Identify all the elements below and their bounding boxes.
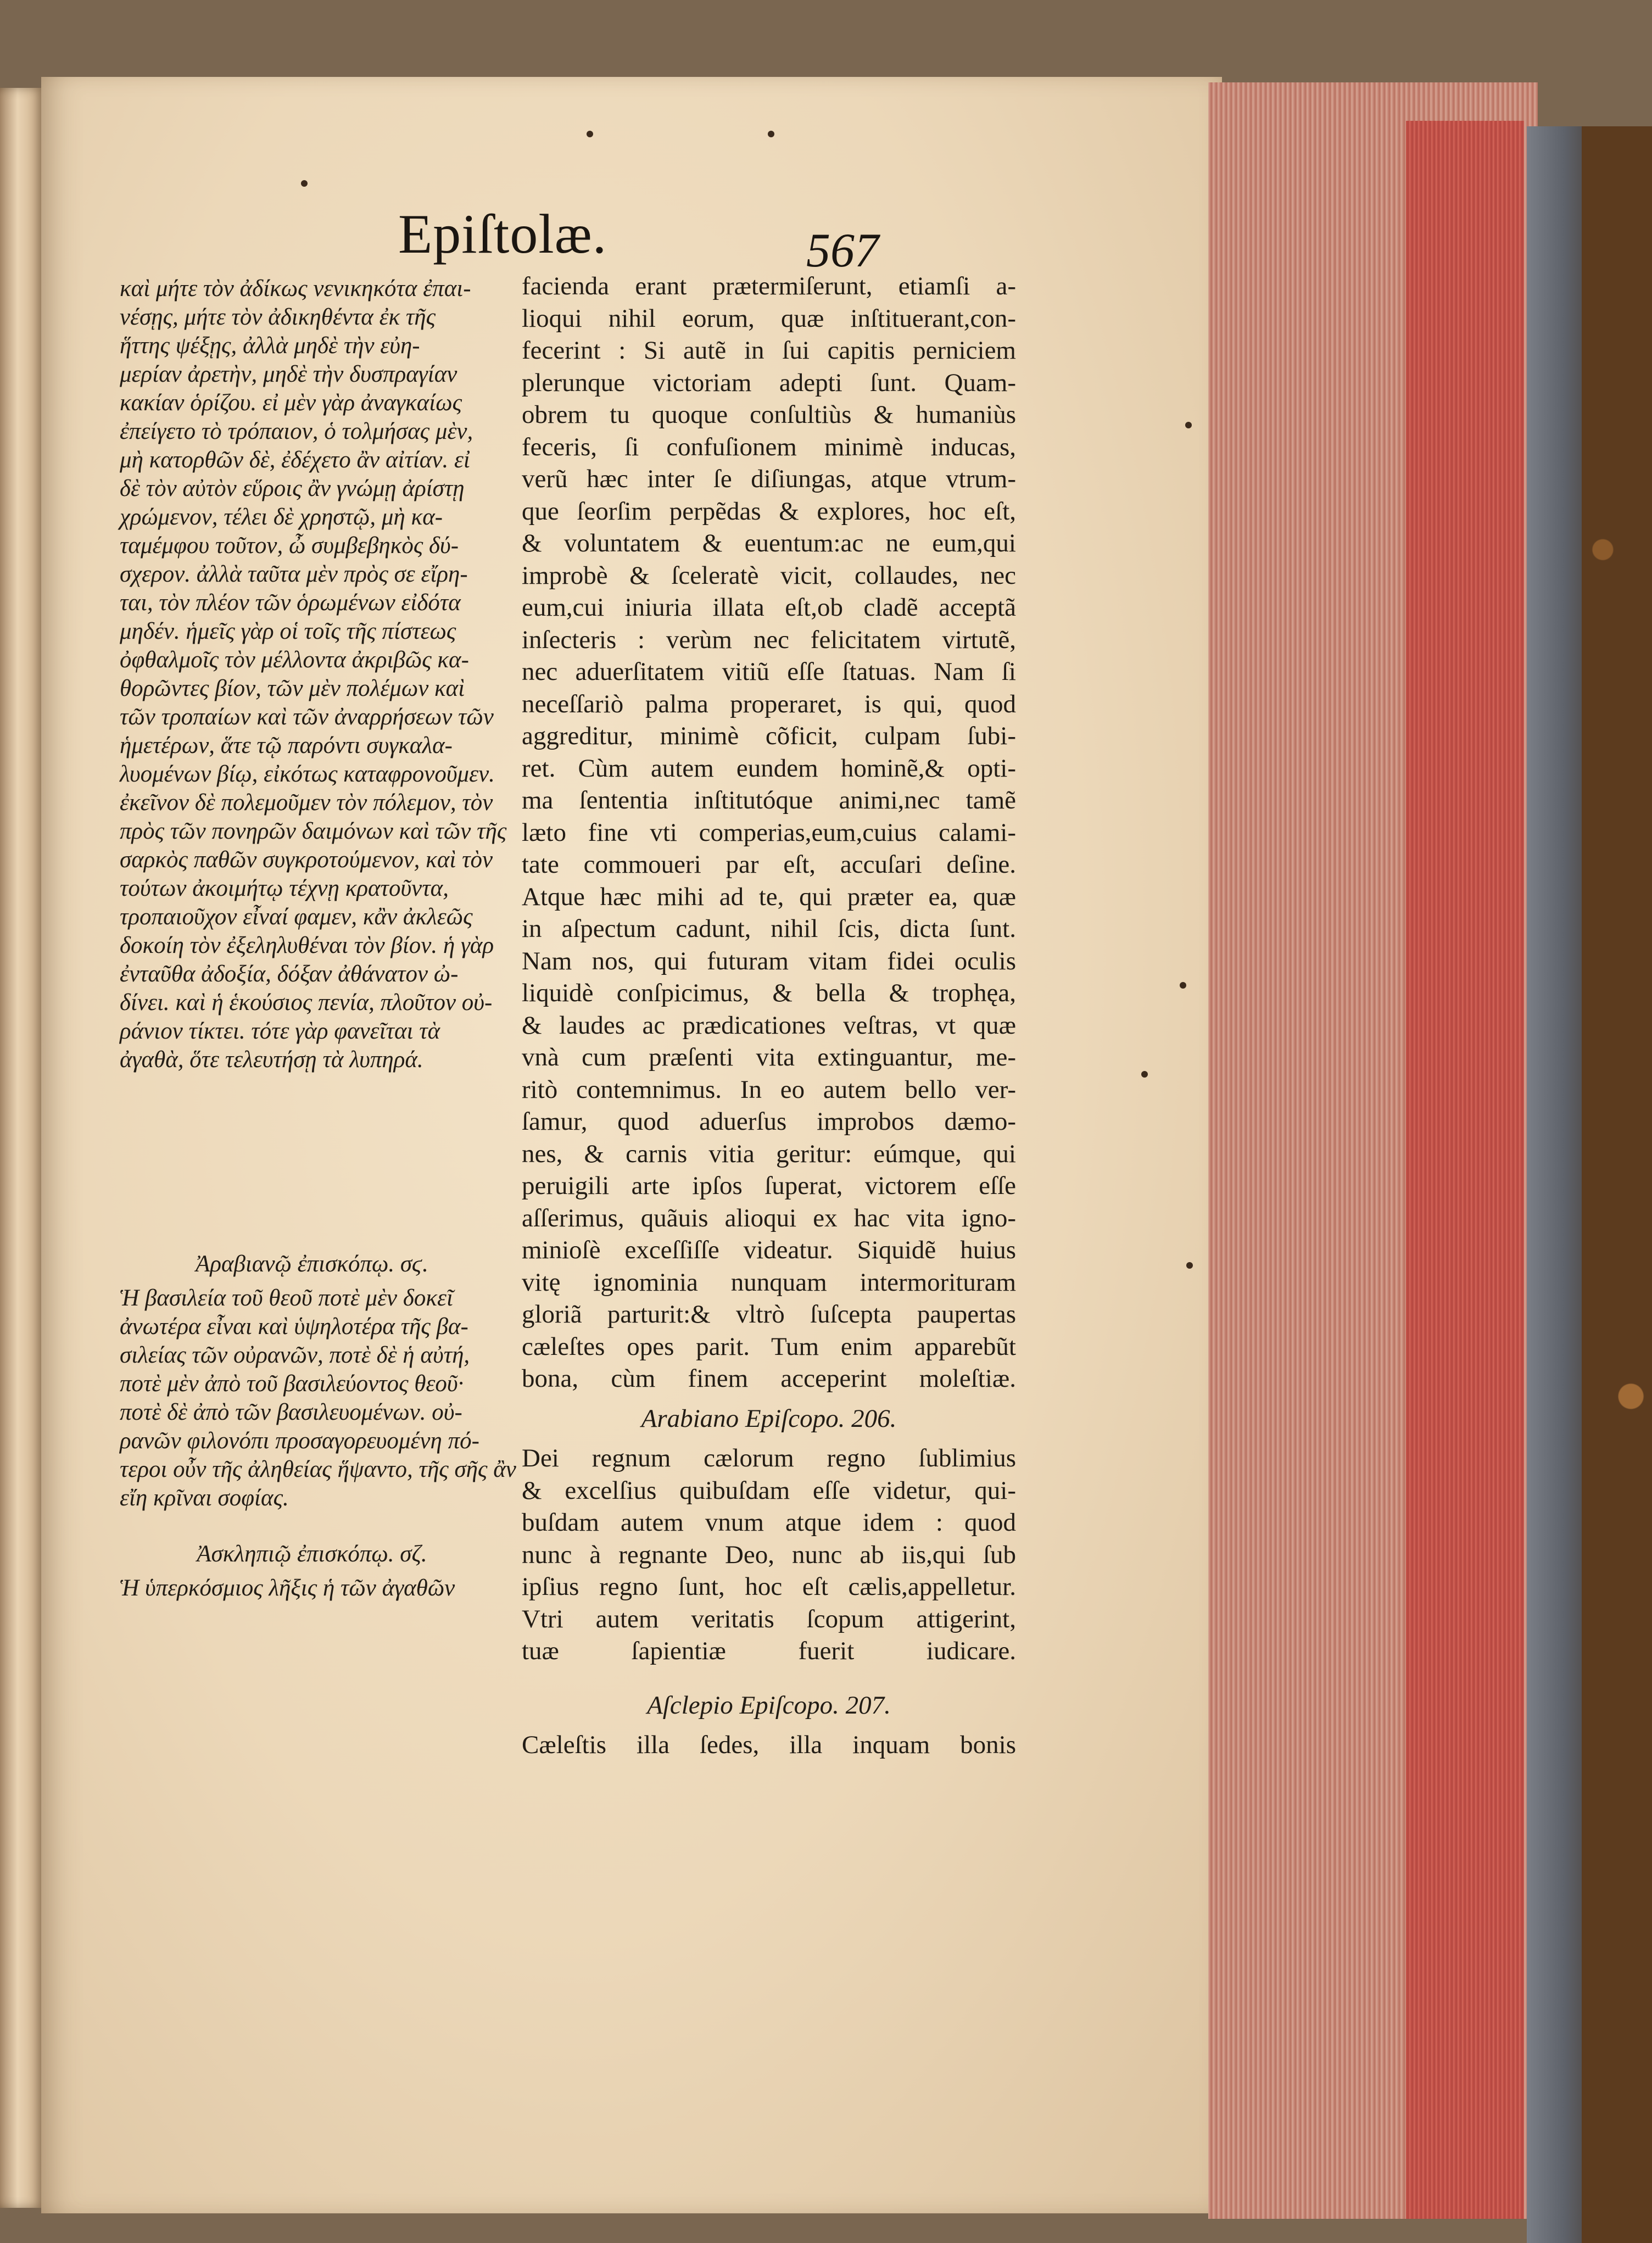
left-page-edge bbox=[0, 88, 44, 2208]
text-line: gloriã parturit:& vltrò ſuſcepta paupertas bbox=[522, 1300, 1016, 1329]
text-line: plerunque victoriam adepti ſunt. Quam- bbox=[522, 368, 1016, 397]
text-line: vitę ignominia nunquam intermorituram bbox=[522, 1268, 1016, 1297]
text-line: in aſpectum cadunt, nihil ſcis, dicta ſunt. bbox=[522, 914, 1016, 943]
red-page-edge bbox=[1406, 121, 1524, 2219]
text-line: ἀνωτέρα εἶναι καὶ ὑψηλοτέρα τῆς βα- bbox=[120, 1314, 468, 1340]
text-line: ται, τὸν πλέον τῶν ὁρωμένων εἰδότα bbox=[120, 590, 461, 616]
text-line: nec aduerſitatem vitiũ eſſe ſtatuas. Nam ſi bbox=[522, 657, 1016, 686]
text-line: ἐκεῖνον δὲ πολεμοῦμεν τὸν πόλεμον, τὸν bbox=[120, 790, 493, 816]
text-line: νέσῃς, μήτε τὸν ἀδικηθέντα ἐκ τῆς bbox=[120, 304, 436, 330]
text-line: ma ſententia inſtitutóque animi,nec tamẽ bbox=[522, 786, 1016, 814]
text-line: ἐνταῦθα ἀδοξία, δόξαν ἀθάνατον ὠ- bbox=[120, 961, 459, 987]
wormhole bbox=[1180, 982, 1186, 989]
text-line: πρὸς τῶν πονηρῶν δαιμόνων καὶ τῶν τῆς bbox=[120, 818, 507, 844]
text-line: ipſius regno ſunt, hoc eſt cælis,appelletur. bbox=[522, 1572, 1016, 1601]
text-line: nunc à regnante Deo, nunc ab iis,qui ſub bbox=[522, 1540, 1016, 1569]
text-line: ἡμετέρων, ἅτε τῷ παρόντι συγκαλα- bbox=[120, 733, 453, 758]
wormhole bbox=[1185, 422, 1192, 428]
text-line: ποτὲ μὲν ἀπὸ τοῦ βασιλεύοντος θεοῦ· bbox=[120, 1371, 464, 1397]
text-line: θορῶντες βίον, τῶν μὲν πολέμων καὶ bbox=[120, 676, 465, 701]
greek-letter-heading: Ἀραβιανῷ ἐπισκόπῳ. σϛ. bbox=[196, 1251, 428, 1277]
latin-letter-block bbox=[522, 1729, 1016, 1761]
text-line: ἥττης ψέξῃς, ἀλλὰ μηδὲ τὴν εὐη- bbox=[120, 333, 420, 359]
text-line: facienda erant prætermiſerunt, etiamſi a- bbox=[522, 272, 1016, 300]
text-line: σχερον. ἀλλὰ ταῦτα μὲν πρὸς σε εἴρη- bbox=[120, 561, 468, 587]
text-line: χρώμενον, τέλει δὲ χρηστῷ, μὴ κα- bbox=[120, 504, 443, 530]
text-line: cæleſtes opes parit. Tum enim apparebũt bbox=[522, 1332, 1016, 1361]
page-title: Epiſtolæ. bbox=[398, 203, 607, 265]
text-line: Atque hæc mihi ad te, qui præter ea, quæ bbox=[522, 882, 1016, 911]
text-line: λυομένων βίῳ, εἰκότως καταφρονοῦμεν. bbox=[120, 761, 495, 787]
latin-letter-heading: Arabiano Epiſcopo. 206. bbox=[641, 1404, 897, 1433]
text-line: Dei regnum cælorum regno ſublimius bbox=[522, 1444, 1016, 1472]
text-line: læto fine vti comperias,eum,cuius calami- bbox=[522, 818, 1016, 847]
latin-letter-block bbox=[522, 1442, 1016, 1667]
text-line: ταμέμφου τοῦτον, ὦ συμβεβηκὸς δύ- bbox=[120, 533, 459, 559]
text-line: ritò contemnimus. In eo autem bello ver- bbox=[522, 1075, 1016, 1104]
text-line: aſſerimus, quãuis alioqui ex hac vita igno- bbox=[522, 1203, 1016, 1232]
text-line: τροπαιοῦχον εἶναί φαμεν, κἂν ἀκλεῶς bbox=[120, 904, 473, 930]
wormhole bbox=[768, 131, 774, 137]
wormhole bbox=[1186, 1262, 1193, 1269]
text-line: μὴ κατορθῶν δὲ, ἐδέχετο ἂν αἰτίαν. εἰ bbox=[120, 447, 470, 473]
text-line: tate commoueri par eſt, accuſari deſine. bbox=[522, 850, 1016, 879]
text-line: ὀφθαλμοῖς τὸν μέλλοντα ἀκριβῶς κα- bbox=[120, 647, 469, 673]
text-line: & voluntatem & euentum:ac ne eum,qui bbox=[522, 529, 1016, 557]
latin-column bbox=[522, 270, 1016, 1761]
text-line: εἴη κρῖναι σοφίας. bbox=[120, 1485, 289, 1511]
text-line: τεροι οὖν τῆς ἀληθείας ἥψαντο, τῆς σῆς ἂν bbox=[120, 1457, 516, 1482]
text-line: μερίαν ἀρετὴν, μηδὲ τὴν δυσπραγίαν bbox=[120, 361, 457, 387]
text-line: lioqui nihil eorum, quæ inſtituerant,con- bbox=[522, 304, 1016, 333]
text-line: δὲ τὸν αὐτὸν εὕροις ἂν γνώμῃ ἀρίστῃ bbox=[120, 476, 465, 501]
text-line: δοκοίη τὸν ἐξεληλυθέναι τὸν βίον. ἡ γὰρ bbox=[120, 933, 494, 958]
page-number: 567 bbox=[806, 224, 879, 277]
text-line: Ἡ ὑπερκόσμιος λῆξις ἡ τῶν ἀγαθῶν bbox=[120, 1575, 455, 1601]
wormhole bbox=[1141, 1071, 1148, 1078]
latin-letter-block bbox=[522, 270, 1016, 1395]
text-line: peruigili arte ipſos ſuperat, victorem eſſe bbox=[522, 1171, 1016, 1200]
wormhole bbox=[587, 131, 593, 137]
text-line: neceſſariò palma properaret, is qui, quod bbox=[522, 689, 1016, 718]
text-line: κακίαν ὁρίζου. εἰ μὲν γὰρ ἀναγκαίως bbox=[120, 390, 462, 416]
text-line: tuæ ſapientiæ fuerit iudicare. bbox=[522, 1637, 1016, 1665]
text-line: improbè & ſceleratè vicit, collaudes, nec bbox=[522, 561, 1016, 590]
text-line: μηδέν. ἡμεῖς γὰρ οἱ τοῖς τῆς πίστεως bbox=[120, 618, 456, 644]
text-line: ἐπείγετο τὸ τρόπαιον, ὁ τολμήσας μὲν, bbox=[120, 419, 473, 444]
text-line: σιλείας τῶν οὐρανῶν, ποτὲ δὲ ἡ αὐτή, bbox=[120, 1342, 470, 1368]
text-line: Vtri autem veritatis ſcopum attigerint, bbox=[522, 1604, 1016, 1633]
text-line: τῶν τροπαίων καὶ τῶν ἀναρρήσεων τῶν bbox=[120, 704, 494, 730]
text-line: bona, cùm finem acceperint moleſtiæ. bbox=[522, 1364, 1016, 1393]
text-line: ράνιον τίκτει. τότε γὰρ φανεῖται τὰ bbox=[120, 1018, 440, 1044]
text-line: feceris, ſi confuſionem minimè inducas, bbox=[522, 432, 1016, 461]
text-line: liquidè conſpicimus, & bella & trophęa, bbox=[522, 979, 1016, 1007]
text-line: vnà cum præſenti vita extinguantur, me- bbox=[522, 1043, 1016, 1072]
text-line: ποτὲ δὲ ἀπὸ τῶν βασιλευομένων. οὐ- bbox=[120, 1399, 462, 1425]
text-line: δίνει. καὶ ἡ ἑκούσιος πενία, πλοῦτον οὐ- bbox=[120, 990, 493, 1016]
text-line: minioſè exceſſiſſe videatur. Siquidẽ huius bbox=[522, 1236, 1016, 1264]
greek-letter-heading: Ἀσκληπιῷ ἐπισκόπῳ. σζ. bbox=[197, 1541, 427, 1567]
text-line: τούτων ἀκοιμήτῳ τέχνῃ κρατοῦντα, bbox=[120, 875, 449, 901]
text-line: que ſeorſim perpẽdas & explores, hoc eſt, bbox=[522, 496, 1016, 526]
text-line: Nam nos, qui futuram vitam fidei oculis bbox=[522, 946, 1016, 975]
text-line: verũ hæc inter ſe diſiungas, atque vtrum- bbox=[522, 465, 1016, 493]
text-line: σαρκὸς παθῶν συγκροτούμενον, καὶ τὸν bbox=[120, 847, 493, 873]
text-line: fecerint : Si autẽ in ſui capitis perniciem bbox=[522, 336, 1016, 365]
text-line: ρανῶν φιλονόπι προσαγορευομένη πό- bbox=[120, 1428, 479, 1454]
text-line: & excelſius quibuſdam eſſe videtur, qui- bbox=[522, 1476, 1016, 1505]
greek-letter-block bbox=[120, 1574, 504, 1603]
wormhole bbox=[301, 180, 308, 187]
text-line: buſdam autem vnum atque idem : quod bbox=[522, 1508, 1016, 1537]
text-line: & laudes ac prædicationes veſtras, vt quæ bbox=[522, 1011, 1016, 1040]
greek-letter-block bbox=[120, 1284, 516, 1513]
greek-column bbox=[120, 275, 516, 1603]
text-line: Cæleſtis illa ſedes, illa inquam bonis bbox=[522, 1731, 1016, 1759]
text-line: ret. Cùm autem eundem hominẽ,& opti- bbox=[522, 754, 1016, 783]
text-line: aggreditur, minimè cõficit, culpam ſubi- bbox=[522, 722, 1016, 750]
text-line: inſecteris : verùm nec felicitatem virtutẽ, bbox=[522, 625, 1016, 654]
text-line: καὶ μήτε τὸν ἀδίκως νενικηκότα ἐπαι- bbox=[120, 276, 471, 302]
text-line: Ἡ βασιλεία τοῦ θεοῦ ποτὲ μὲν δοκεῖ bbox=[120, 1285, 453, 1311]
text-line: obrem tu quoque conſultiùs & humaniùs bbox=[522, 400, 1016, 429]
text-line: nes, & carnis vitia geritur: eúmque, qui bbox=[522, 1139, 1016, 1168]
text-line: ἀγαθὰ, ὅτε τελευτήσῃ τὰ λυπηρά. bbox=[120, 1047, 423, 1073]
greek-letter-block bbox=[120, 275, 507, 1074]
marbled-cover bbox=[1582, 126, 1652, 2243]
latin-letter-heading: Aſclepio Epiſcopo. 207. bbox=[647, 1690, 891, 1720]
text-line: eum,cui iniuria illata eſt,ob cladẽ acceptã bbox=[522, 593, 1016, 622]
text-line: ſamur, quod aduerſus improbos dæmo- bbox=[522, 1107, 1016, 1136]
